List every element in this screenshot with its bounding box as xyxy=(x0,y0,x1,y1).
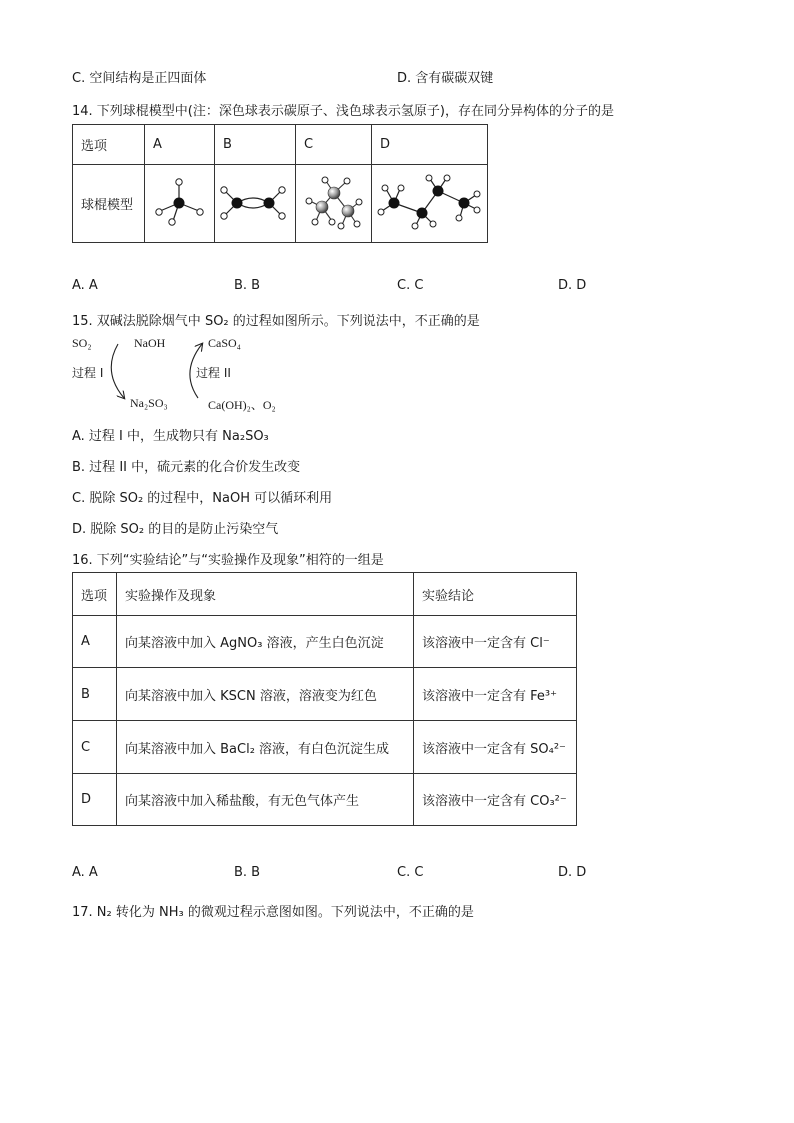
methane-ball-stick-model xyxy=(145,165,214,238)
q16-row-conclusion: 该溶液中一定含有 Cl⁻ xyxy=(414,616,577,668)
q16-row-option: B xyxy=(73,668,117,721)
q14-model-c-cell xyxy=(296,165,372,243)
q16-row-conclusion: 该溶液中一定含有 SO₄²⁻ xyxy=(414,721,577,774)
q16-row-conclusion: 该溶液中一定含有 Fe³⁺ xyxy=(414,668,577,721)
q16-header-operation: 实验操作及现象 xyxy=(117,573,414,616)
q16-row-conclusion: 该溶液中一定含有 CO₃²⁻ xyxy=(414,774,577,826)
q16-row-a xyxy=(73,616,577,668)
q14-option-b: B. B xyxy=(234,278,261,293)
q16-row-option: A xyxy=(73,616,117,668)
ethane-ball-stick-model xyxy=(296,165,371,238)
q13-option-c: C. 空间结构是正四面体 xyxy=(72,71,207,86)
q14-model-b-cell xyxy=(215,165,296,243)
q14-header-label: 选项 xyxy=(73,125,145,165)
so2-label: SO₂ xyxy=(72,336,92,350)
process-1-label: 过程 I xyxy=(72,366,104,380)
q15-option-d: D. 脱除 SO₂ 的目的是防止污染空气 xyxy=(72,522,279,537)
caoh2-o2-label: Ca(OH)₂、O₂ xyxy=(208,398,276,412)
q16-row-b xyxy=(73,668,577,721)
q16-header-option: 选项 xyxy=(73,573,117,616)
q16-option-d: D. D xyxy=(558,865,587,880)
q15-option-c: C. 脱除 SO₂ 的过程中，NaOH 可以循环利用 xyxy=(72,491,333,506)
q15-process-diagram xyxy=(72,334,302,414)
q16-row-option: D xyxy=(73,774,117,826)
q14-col-a: A xyxy=(145,125,215,165)
q16-row-c xyxy=(73,721,577,774)
q14-col-c: C xyxy=(296,125,372,165)
q14-option-c: C. C xyxy=(397,278,424,293)
q16-option-a: A. A xyxy=(72,865,98,880)
q15-option-b: B. 过程 II 中，硫元素的化合价发生改变 xyxy=(72,460,301,475)
q16-row-operation: 向某溶液中加入 KSCN 溶液，溶液变为红色 xyxy=(117,668,414,721)
q15-stem: 15. 双碱法脱除烟气中 SO₂ 的过程如图所示。下列说法中，不正确的是 xyxy=(72,314,480,329)
q16-stem: 16. 下列“实验结论”与“实验操作及现象”相符的一组是 xyxy=(72,553,384,568)
q16-row-option: C xyxy=(73,721,117,774)
q14-model-a-cell xyxy=(145,165,215,243)
q16-row-operation: 向某溶液中加入 BaCl₂ 溶液，有白色沉淀生成 xyxy=(117,721,414,774)
q14-col-b: B xyxy=(215,125,296,165)
na2so3-label: Na₂SO₃ xyxy=(130,396,168,410)
q14-option-d: D. D xyxy=(558,278,587,293)
q15-option-a: A. 过程 I 中，生成物只有 Na₂SO₃ xyxy=(72,429,269,444)
q16-table xyxy=(72,572,577,826)
q16-header-conclusion: 实验结论 xyxy=(414,573,577,616)
caso4-label: CaSO₄ xyxy=(208,336,241,350)
q14-stem: 14. 下列球棍模型中(注：深色球表示碳原子、浅色球表示氢原子)，存在同分异构体的分子的是 xyxy=(72,104,614,119)
ethene-ball-stick-model xyxy=(215,165,295,238)
butane-ball-stick-model xyxy=(372,165,487,238)
q14-row-label: 球棍模型 xyxy=(73,165,145,243)
naoh-label: NaOH xyxy=(134,336,166,350)
q16-option-c: C. C xyxy=(397,865,424,880)
q16-row-operation: 向某溶液中加入稀盐酸，有无色气体产生 xyxy=(117,774,414,826)
q14-model-d-cell xyxy=(372,165,488,243)
q13-option-d: D. 含有碳碳双键 xyxy=(397,71,494,86)
q14-option-a: A. A xyxy=(72,278,98,293)
q14-col-d: D xyxy=(372,125,488,165)
q16-row-d xyxy=(73,774,577,826)
q17-stem: 17. N₂ 转化为 NH₃ 的微观过程示意图如图。下列说法中，不正确的是 xyxy=(72,905,474,920)
process-2-label: 过程 II xyxy=(196,366,231,380)
q14-table xyxy=(72,124,488,243)
q16-option-b: B. B xyxy=(234,865,261,880)
q16-row-operation: 向某溶液中加入 AgNO₃ 溶液，产生白色沉淀 xyxy=(117,616,414,668)
